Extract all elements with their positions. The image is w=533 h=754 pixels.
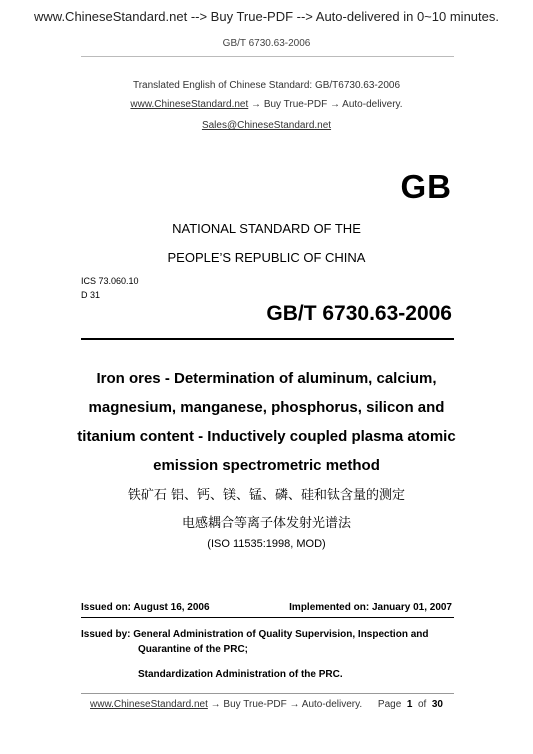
issuing-org-2: Standardization Administration of the PRC.	[138, 669, 343, 680]
footer-site-link[interactable]: www.ChineseStandard.net	[90, 699, 208, 710]
site-link-line	[0, 99, 533, 110]
document-title	[0, 364, 533, 480]
dates-divider	[81, 617, 454, 618]
classification-block	[81, 274, 139, 302]
gb-logo: GB	[400, 168, 452, 205]
footer-buy-text: → Buy True-PDF → Auto-delivery.	[207, 699, 363, 710]
page-indicator	[378, 699, 443, 710]
issued-on-date: Issued on: August 16, 2006	[81, 602, 210, 613]
title-line: emission spectrometric method	[153, 457, 380, 474]
issuing-org-1a: General Administration of Quality Supervision, Inspection and	[133, 629, 429, 640]
title-line: Iron ores - Determination of aluminum, calcium,	[96, 370, 437, 387]
national-standard-line1: NATIONAL STANDARD OF THE	[172, 221, 361, 236]
title-line: magnesium, manganese, phosphorus, silicon and	[88, 399, 445, 416]
translated-note: Translated English of Chinese Standard: GB/T6730.63-2006	[132, 80, 401, 91]
email-line	[0, 120, 533, 131]
header-divider	[81, 56, 454, 57]
ics-code: ICS 73.060.10	[81, 276, 139, 286]
site-link[interactable]: www.ChineseStandard.net	[130, 99, 249, 110]
iso-reference: (ISO 11535:1998, MOD)	[207, 538, 326, 550]
title-divider	[81, 338, 454, 340]
issuing-org-1b: Quarantine of the PRC;	[138, 644, 249, 655]
page-total: 30	[431, 699, 443, 710]
implemented-on-date: Implemented on: January 01, 2007	[289, 602, 452, 613]
page-current: 1	[406, 699, 413, 710]
top-banner: www.ChineseStandard.net --> Buy True-PDF --> Auto-delivered in 0~10 minutes.	[34, 9, 499, 24]
footer-links	[90, 699, 362, 710]
footer-divider	[81, 693, 454, 694]
buy-text: → Buy True-PDF → Auto-delivery.	[248, 99, 403, 110]
page-of: of	[417, 699, 427, 710]
chinese-title-line1: 铁矿石 铝、钙、镁、锰、磷、硅和钛含量的测定	[127, 488, 406, 503]
title-line: titanium content - Inductively coupled plasma atomic	[77, 428, 456, 445]
header-standard-number: GB/T 6730.63-2006	[222, 38, 311, 49]
email-link[interactable]: Sales@ChineseStandard.net	[201, 120, 332, 131]
issued-by-label: Issued by:	[81, 629, 134, 640]
ccs-code: D 31	[81, 290, 101, 300]
national-standard-line2: PEOPLE’S REPUBLIC OF CHINA	[167, 250, 366, 265]
issued-by-block	[81, 627, 461, 682]
chinese-title-line2: 电感耦合等离子体发射光谱法	[181, 516, 351, 531]
standard-code: GB/T 6730.63-2006	[266, 302, 452, 325]
page-label: Page	[377, 699, 402, 710]
